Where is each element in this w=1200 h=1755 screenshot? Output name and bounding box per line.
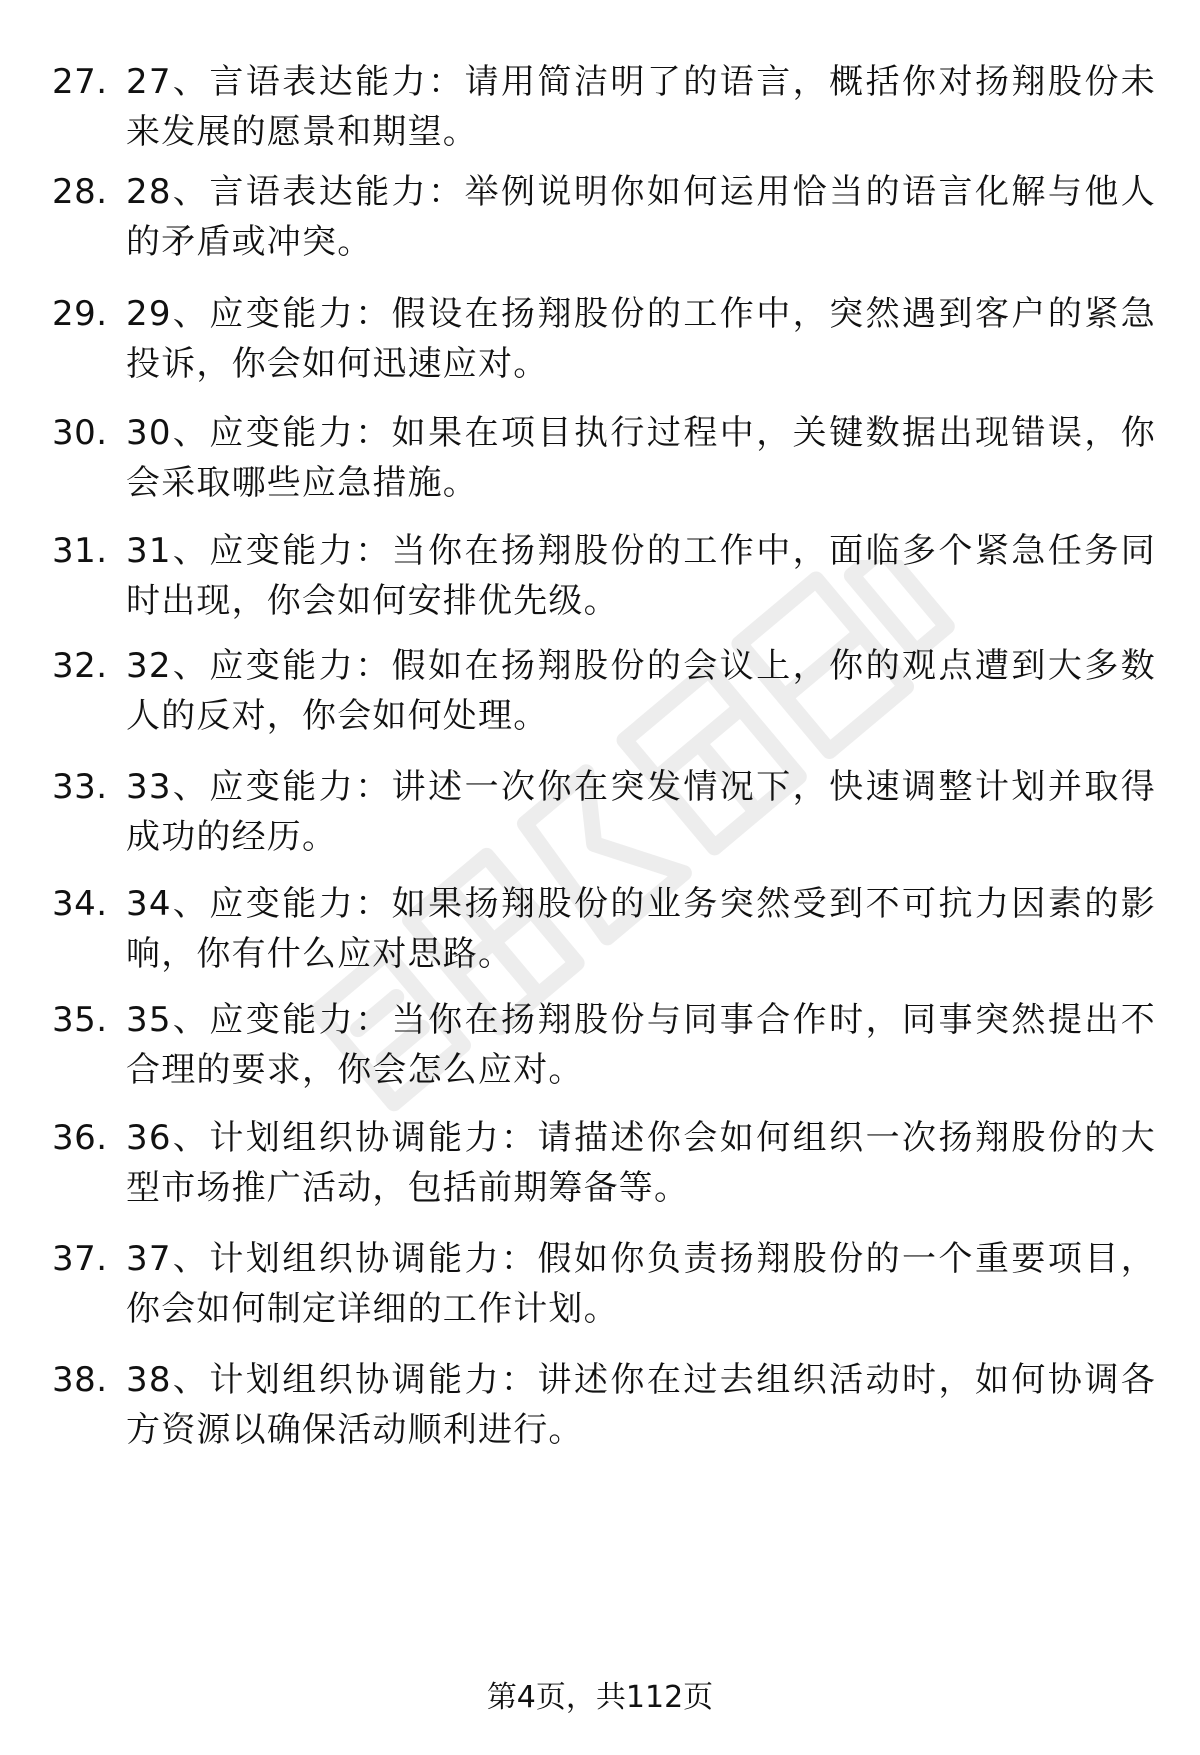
item-text: 38、计划组织协调能力：讲述你在过去组织活动时，如何协调各方资源以确保活动顺利进行。 (126, 1360, 1156, 1450)
item-number: 27. (52, 62, 108, 102)
item-text: 36、计划组织协调能力：请描述你会如何组织一次扬翔股份的大型市场推广活动，包括前期筹备等。 (126, 1118, 1156, 1208)
list-item (0, 641, 1200, 751)
list-item (0, 526, 1200, 636)
list-item (0, 1355, 1200, 1465)
item-number: 38. (52, 1360, 108, 1400)
item-number: 28. (52, 172, 108, 212)
item-text: 27、言语表达能力：请用简洁明了的语言，概括你对扬翔股份未来发展的愿景和期望。 (126, 62, 1156, 152)
item-text: 31、应变能力：当你在扬翔股份的工作中，面临多个紧急任务同时出现，你会如何安排优先级。 (126, 531, 1156, 621)
page-number-footer: 第4页，共112页 (486, 1680, 714, 1715)
item-text: 32、应变能力：假如在扬翔股份的会议上，你的观点遭到大多数人的反对，你会如何处理。 (126, 646, 1156, 736)
item-text: 35、应变能力：当你在扬翔股份与同事合作时，同事突然提出不合理的要求，你会怎么应对。 (126, 1000, 1156, 1090)
item-number: 32. (52, 646, 108, 686)
item-number: 36. (52, 1118, 108, 1158)
list-item (0, 995, 1200, 1105)
list-item (0, 408, 1200, 518)
item-number: 29. (52, 294, 108, 334)
list-item (0, 289, 1200, 399)
item-text: 29、应变能力：假设在扬翔股份的工作中，突然遇到客户的紧急投诉，你会如何迅速应对。 (126, 294, 1156, 384)
list-item (0, 1234, 1200, 1344)
item-number: 31. (52, 531, 108, 571)
item-text: 30、应变能力：如果在项目执行过程中，关键数据出现错误，你会采取哪些应急措施。 (126, 413, 1156, 503)
item-text: 28、言语表达能力：举例说明你如何运用恰当的语言化解与他人的矛盾或冲突。 (126, 172, 1156, 262)
item-text: 34、应变能力：如果扬翔股份的业务突然受到不可抗力因素的影响，你有什么应对思路。 (126, 884, 1156, 974)
item-number: 34. (52, 884, 108, 924)
item-number: 37. (52, 1239, 108, 1279)
item-number: 30. (52, 413, 108, 453)
list-item (0, 879, 1200, 989)
list-item (0, 1113, 1200, 1223)
item-text: 37、计划组织协调能力：假如你负责扬翔股份的一个重要项目，你会如何制定详细的工作计划。 (126, 1239, 1156, 1329)
list-item (0, 762, 1200, 872)
item-text: 33、应变能力：讲述一次你在突发情况下，快速调整计划并取得成功的经历。 (126, 767, 1156, 857)
item-number: 35. (52, 1000, 108, 1040)
item-number: 33. (52, 767, 108, 807)
list-item (0, 167, 1200, 277)
list-item (0, 57, 1200, 167)
